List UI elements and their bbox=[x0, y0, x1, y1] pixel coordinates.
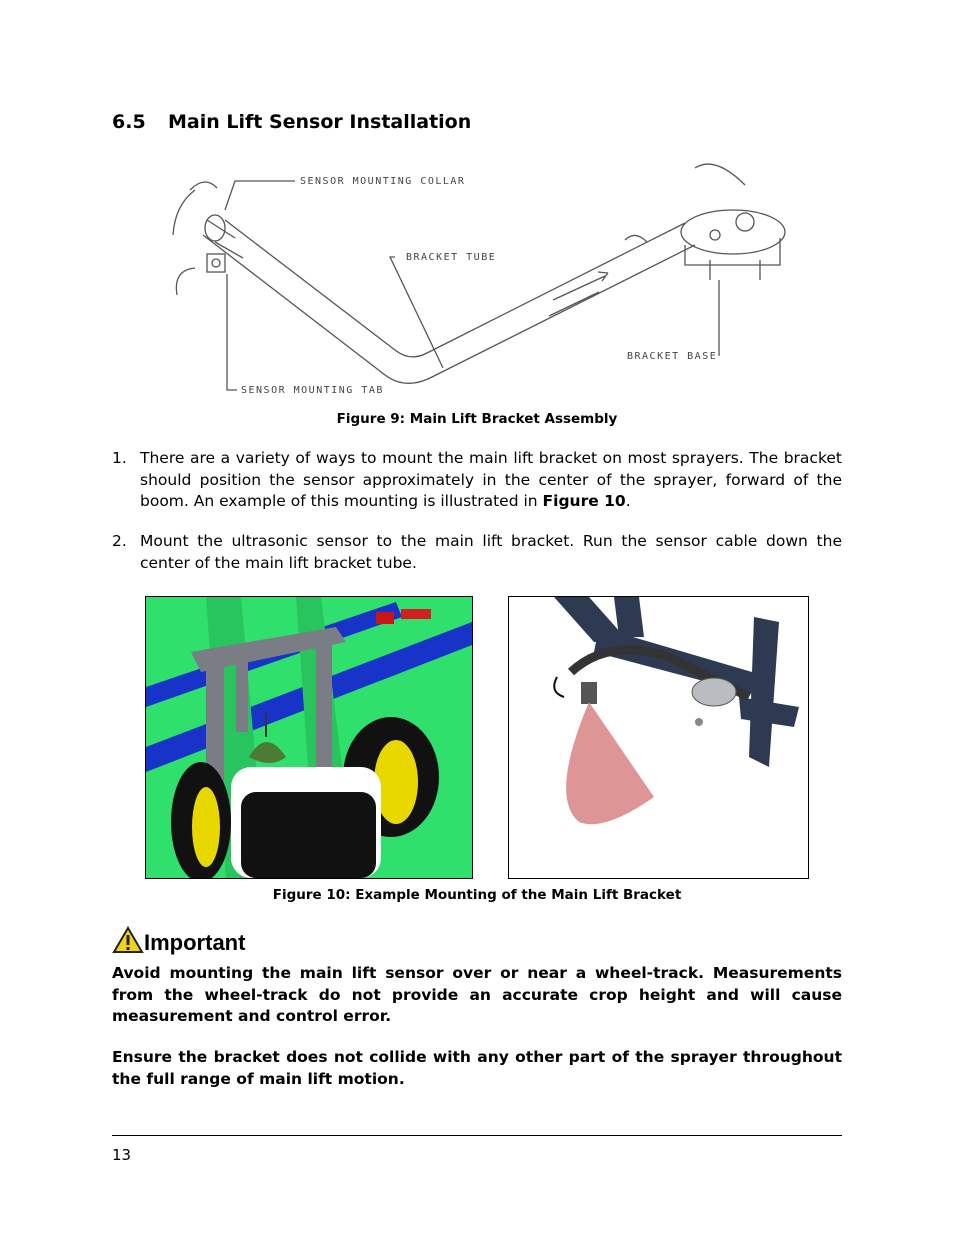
important-paragraph-1: Avoid mounting the main lift sensor over or near a wheel-track. Measurements from the wheel-track do not provide an accurate crop height and will cause measurement and control error. bbox=[112, 964, 842, 1025]
figure-10-caption: Figure 10: Example Mounting of the Main Lift Bracket bbox=[272, 887, 682, 903]
rotate-arrow-2 bbox=[695, 164, 745, 185]
section-number: 6.5 bbox=[112, 111, 146, 133]
label-bracket-base: BRACKET BASE bbox=[627, 351, 718, 362]
footer-rule bbox=[112, 1135, 842, 1136]
important-title: Important bbox=[144, 930, 246, 955]
ultrasonic-sensor bbox=[581, 682, 597, 704]
figure-10-reference: Figure 10 bbox=[542, 492, 626, 510]
leader-tube bbox=[390, 257, 443, 368]
step-1-text: There are a variety of ways to mount the main lift bracket on most sprayers. The bracket should position the sensor approximately in the center of the sprayer, forward of the boom. An example of this mounting is illustrated in bbox=[140, 449, 842, 510]
figure-9-bracket-drawing bbox=[155, 150, 805, 405]
section-title: Main Lift Sensor Installation bbox=[168, 111, 472, 133]
left-rim bbox=[192, 787, 220, 867]
rotate-arrow-1 bbox=[173, 190, 195, 235]
leader-base bbox=[719, 280, 720, 355]
bracket-tube-bottom-edge bbox=[225, 220, 685, 357]
label-bracket-tube: BRACKET TUBE bbox=[406, 252, 497, 263]
figure-10-right-render bbox=[508, 596, 809, 879]
step-2-text: Mount the ultrasonic sensor to the main lift bracket. Run the sensor cable down the center of the main lift bracket tube. bbox=[140, 532, 842, 572]
leader-tab bbox=[227, 274, 237, 390]
leader-collar bbox=[225, 181, 295, 210]
bracket-base-shape bbox=[681, 210, 785, 254]
step-2-number: 2. bbox=[112, 532, 127, 550]
step-1-text-end: . bbox=[625, 492, 631, 510]
page-number: 13 bbox=[112, 1146, 132, 1164]
section-heading bbox=[112, 111, 471, 133]
warning-triangle-icon bbox=[112, 926, 144, 954]
label-sensor-mounting-tab: SENSOR MOUNTING TAB bbox=[241, 385, 384, 396]
important-heading bbox=[112, 926, 245, 956]
step-2 bbox=[112, 531, 842, 574]
step-1 bbox=[112, 448, 842, 513]
important-paragraph-2: Ensure the bracket does not collide with any other part of the sprayer throughout the full range of main lift motion. bbox=[112, 1048, 842, 1088]
label-sensor-mounting-collar: SENSOR MOUNTING COLLAR bbox=[300, 176, 466, 187]
sensor-collar-shape bbox=[205, 215, 225, 241]
step-1-number: 1. bbox=[112, 449, 127, 467]
slide-arrow bbox=[553, 276, 605, 300]
figure-10-left-render bbox=[145, 596, 473, 879]
figure-9-caption: Figure 9: Main Lift Bracket Assembly bbox=[336, 411, 618, 427]
